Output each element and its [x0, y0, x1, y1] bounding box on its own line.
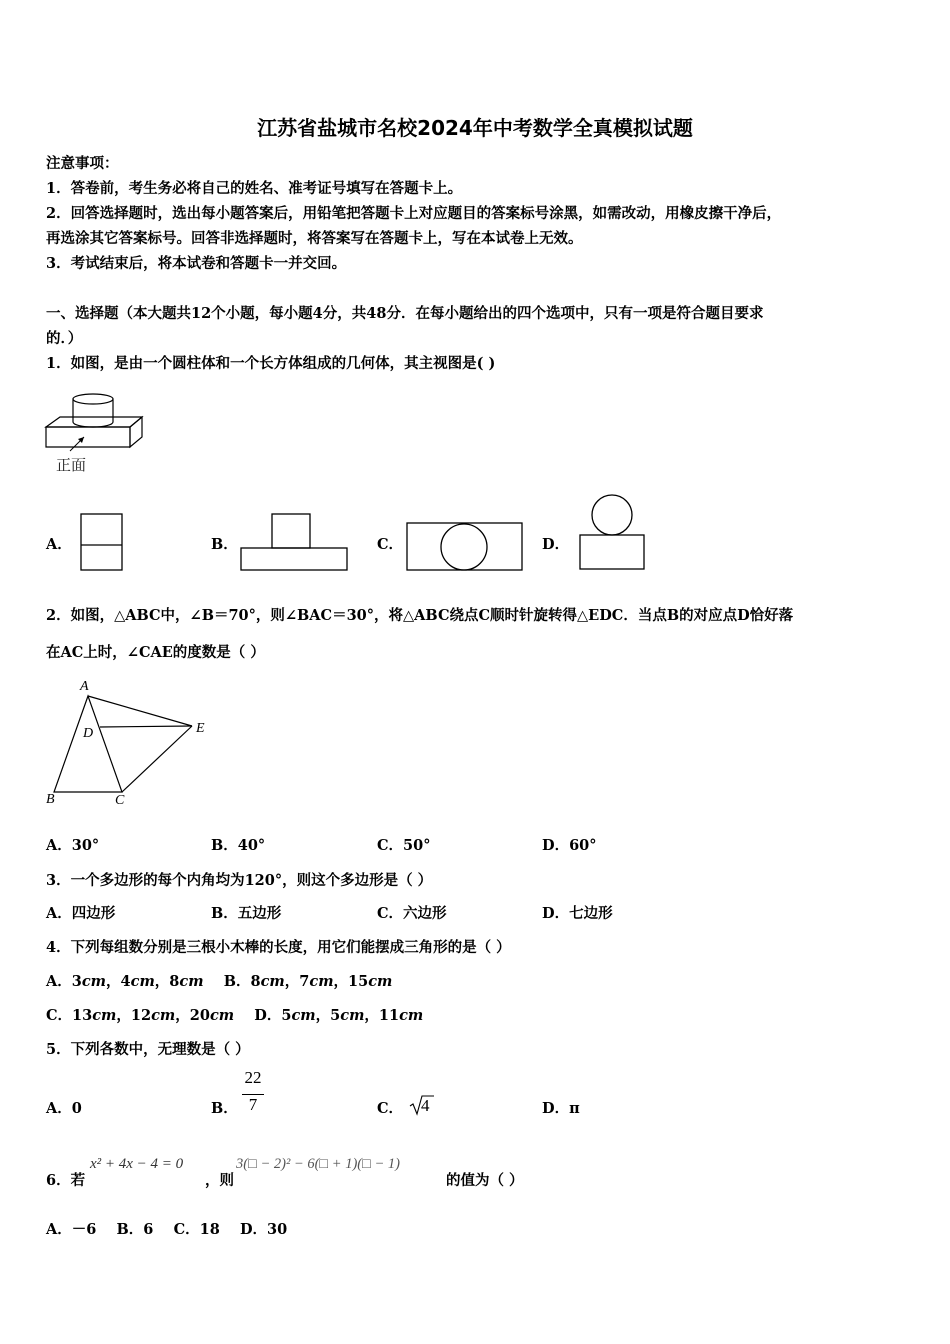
q6-mid: ，则 — [205, 1172, 234, 1189]
q6-condition: x² + 4x − 4 = 0 — [90, 1156, 184, 1172]
q3-option-a: A．四边形 — [46, 905, 116, 922]
q5-option-b-label: B． — [211, 1100, 238, 1117]
q1-option-c-label: C． — [377, 536, 404, 553]
q5-sqrt-value: 4 — [421, 1096, 430, 1115]
q1-option-b-figure — [240, 513, 350, 573]
q5-option-a: A．0 — [46, 1100, 82, 1117]
q3-option-d: D．七边形 — [542, 905, 613, 922]
q5-stem: 5．下列各数中，无理数是（ ） — [46, 1041, 250, 1058]
q2-label-a: A — [80, 679, 89, 694]
section-heading-cont: 的．） — [46, 330, 83, 347]
q6-suffix: 的值为（ ） — [446, 1172, 524, 1189]
section-heading: 一、选择题（本大题共12个小题，每小题4分，共48分．在每小题给出的四个选项中，只有一项是符合题目要求 — [46, 305, 764, 322]
q1-option-b-label: B． — [211, 536, 238, 553]
notice-item-2: 2．回答选择题时，选出每小题答案后，用铅笔把答题卡上对应题目的答案标号涂黑，如需改动，用橡皮擦干净后， — [46, 205, 782, 222]
page-title: 江苏省盐城市名校2024年中考数学全真模拟试题 — [257, 116, 693, 140]
q2-stem-line2: 在AC上时，∠CAE的度数是（ ） — [46, 644, 265, 661]
q2-option-b: B．40° — [211, 837, 266, 854]
q3-option-b: B．五边形 — [211, 905, 282, 922]
q2-label-c: C — [115, 793, 125, 808]
q2-triangle-figure — [40, 680, 220, 810]
q4-options-line1: A．3cm，4cm，8cm B．8cm，7cm，15cm — [46, 973, 393, 990]
q1-option-a-figure — [80, 513, 124, 573]
q6-options: A．－6 B．6 C．18 D．30 — [46, 1221, 288, 1238]
q2-option-d: D．60° — [542, 837, 597, 854]
q1-option-d-label: D． — [542, 536, 570, 553]
q6-prefix: 6．若 — [46, 1172, 86, 1189]
q1-stem: 1．如图，是由一个圆柱体和一个长方体组成的几何体，其主视图是( ) — [46, 355, 496, 372]
q2-label-b: B — [46, 792, 55, 807]
notice-heading: 注意事项： — [46, 155, 119, 172]
q1-option-d-figure — [578, 493, 648, 573]
notice-item-2-cont: 再选涂其它答案标号。回答非选择题时，将答案写在答题卡上，写在本试卷上无效。 — [46, 230, 583, 247]
q4-stem: 4．下列每组数分别是三根小木棒的长度，用它们能摆成三角形的是（ ） — [46, 939, 511, 956]
q2-label-e: E — [196, 721, 205, 736]
q3-stem: 3．一个多边形的每个内角均为120°，则这个多边形是（ ） — [46, 872, 433, 889]
q2-option-c: C．50° — [377, 837, 431, 854]
q5-option-d: D．π — [542, 1100, 580, 1117]
q3-option-c: C．六边形 — [377, 905, 447, 922]
q2-option-a: A．30° — [46, 837, 100, 854]
q1-option-a-label: A． — [46, 536, 72, 553]
notice-item-3: 3．考试结束后，将本试卷和答题卡一并交回。 — [46, 255, 347, 272]
notice-item-1: 1．答卷前，考生务必将自己的姓名、准考证号填写在答题卡上。 — [46, 180, 463, 197]
q5-fraction-numerator: 22 — [244, 1068, 262, 1087]
q5-option-c-label: C． — [377, 1100, 404, 1117]
q4-options-line2: C．13cm，12cm，20cm D．5cm，5cm，11cm — [46, 1007, 424, 1024]
q2-stem-line1: 2．如图，△ABC中，∠B＝70°，则∠BAC＝30°，将△ABC绕点C顺时针旋转得△EDC．当点B的对应点D恰好落 — [46, 607, 794, 624]
q2-label-d: D — [83, 726, 94, 741]
q1-option-c-figure — [406, 522, 526, 574]
q1-front-label: 正面 — [56, 456, 87, 474]
q5-fraction-denominator: 7 — [248, 1095, 258, 1114]
q6-expression: 3(□ − 2)² − 6(□ + 1)(□ − 1) — [236, 1156, 400, 1172]
